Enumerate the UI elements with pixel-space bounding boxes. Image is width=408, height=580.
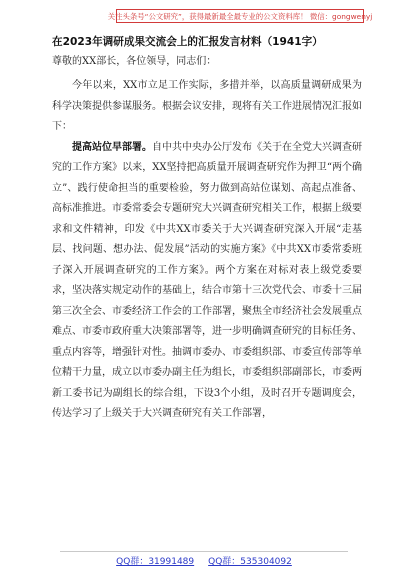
qq-group-link-right[interactable]: QQ群：535304092 [208,557,292,567]
salutation: 尊敬的XX部长，各位领导，同志们： [52,56,217,67]
top-banner [107,9,373,23]
intro-paragraph: 今年以来，XX市立足工作实际，多措并举，以高质量调研成果为科学决策提供参谋服务。根据会议安排，现将有关工作进展情况汇报如下： [52,80,362,132]
document-body [52,34,362,425]
footer-divider [60,551,348,552]
qq-group-link-left[interactable]: QQ群：31991489 [116,557,195,567]
footer [0,553,408,568]
section-heading: 提高站位早部署。 [72,141,152,153]
banner-text: 关注头条号“公文研究”，获得最新最全最专业的公文资料库！ 微信：gongwenyj [107,11,373,21]
section-body: 自中共中央办公厅发布《关于在全党大兴调查研究的工作方案》以来，XX坚持把高质量开展调查研究作为押卫“两个确立”、践行使命担当的重要检验，努力做到高站位谋划、高起点准备、高标准推进。市委常委会专题研究大兴调查研究相关工作，根据上级要求和文件精神，印发《中共XX市委关于大兴调查研究深入开展“走基层、找问题、想办法、促发展”活动的实施方案》《中共XX市委常委班子深入开展调查研究的工作方案》。两个方案在对标对表上级党委要求，坚决落实规定动作的基础上，结合市第十三次党代会、市委十三届第三次全会、市委经济工作会的工作部署，聚焦全市经济社会发展重点难点、市委市政府重大决策部署等，进一步明确调查研究的目标任务、重点内容等，增强针对性。抽调市委办、市委组织部、市委宣传部等单位精干力量，成立以市委办副主任为组长，市委组织部副部长，市委两新工委书记为副组长的综合组，下设3个小组，及时召开专题调度会，传达学习了上级关于大兴调查研究有关工作部署， [52,141,362,419]
section-paragraph [52,138,362,425]
document-title: 在2023年调研成果交流会上的汇报发言材料（1941字） [52,36,323,48]
